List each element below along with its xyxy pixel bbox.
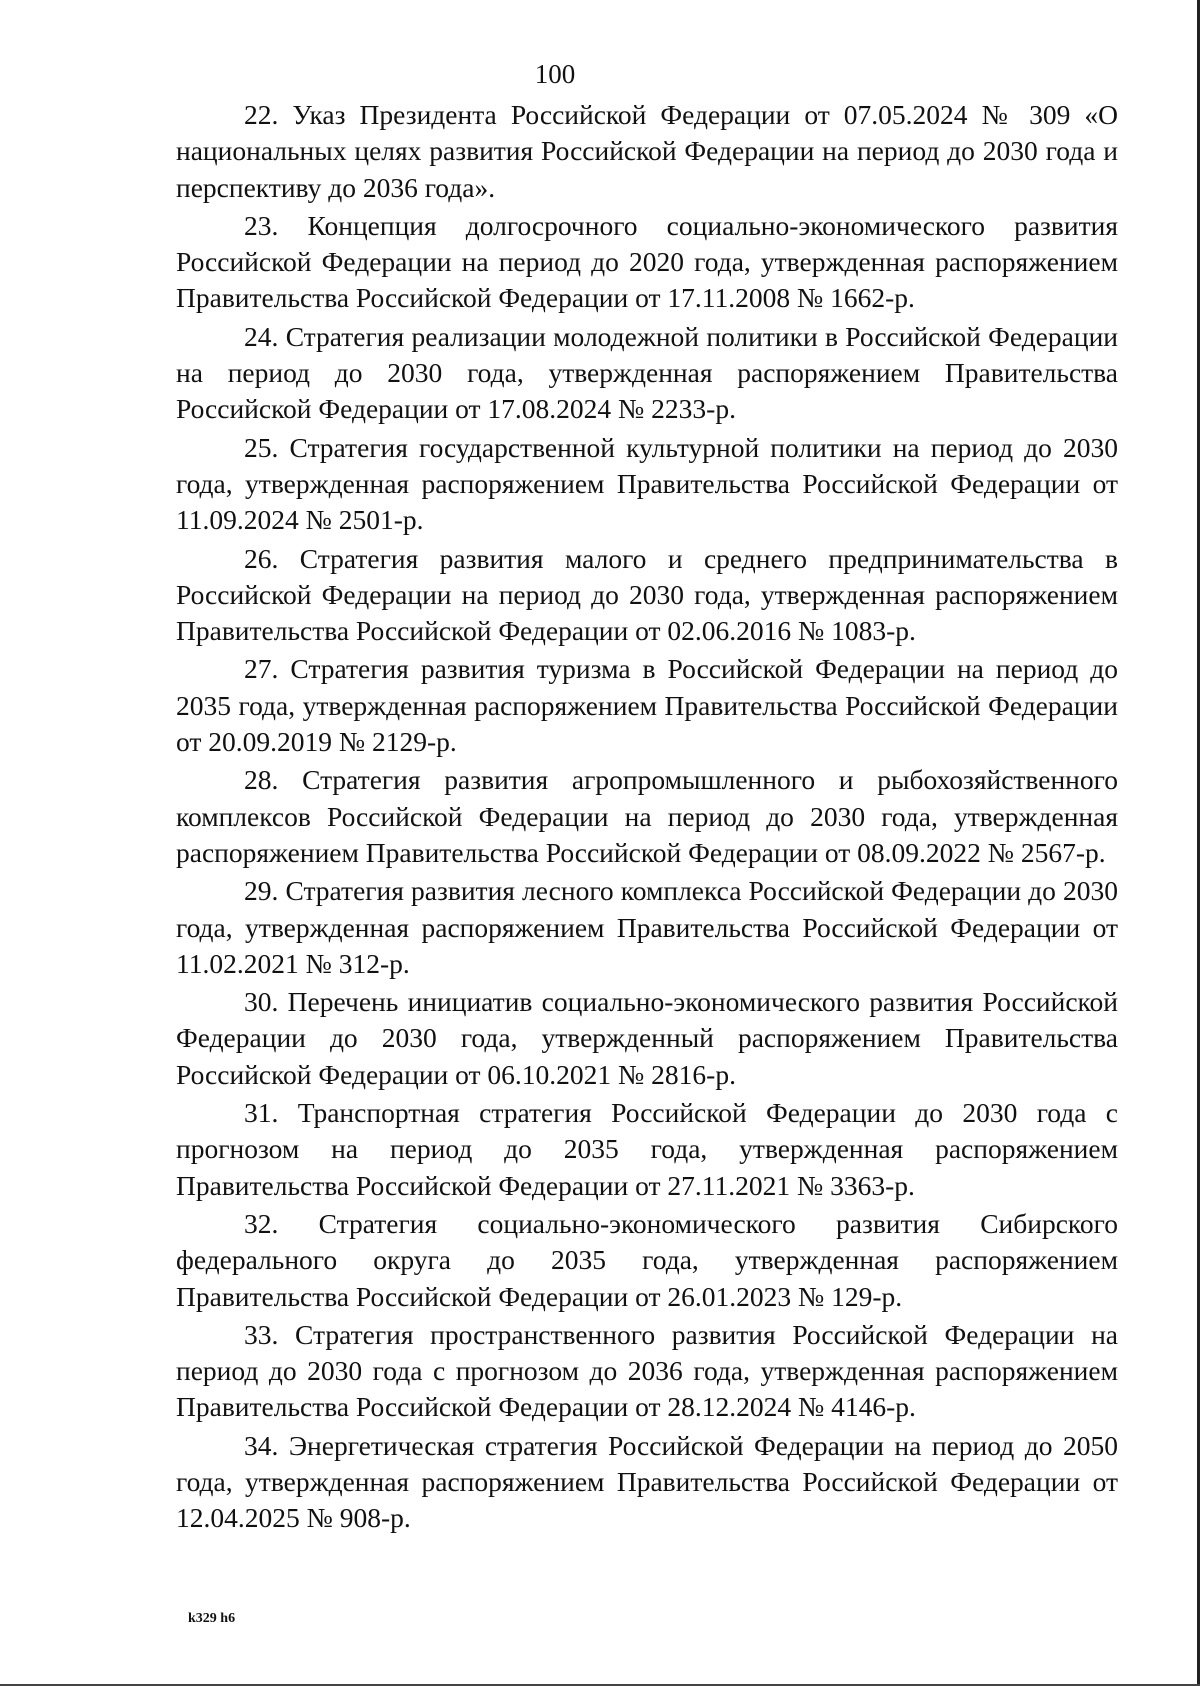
page-number: 100	[534, 59, 576, 89]
footer-code: k329 h6	[188, 1611, 236, 1626]
list-item: 25. Стратегия государственной культурной политики на период до 2030 года, утвержденная распоряжением Правительства Российской Федерации от 11.09.2024 № 2501-р.	[176, 431, 1118, 536]
references-list	[176, 96, 1118, 1537]
list-item: 33. Стратегия пространственного развития Российской Федерации на период до 2030 года с прогнозом до 2036 года, утвержденная распоряжением Правительства Российской Федерации от 28.12.2024 № 4146-р.	[176, 1318, 1118, 1423]
list-item: 32. Стратегия социально-экономического развития Сибирского федерального округа до 2035 года, утвержденная распоряжением Правительства Российской Федерации от 26.01.2023 № 129-р.	[176, 1207, 1118, 1312]
list-item: 22. Указ Президента Российской Федерации от 07.05.2024 № 309 «О национальных целях развития Российской Федерации на период до 2030 года и перспективу до 2036 года».	[176, 99, 1118, 203]
list-item: 29. Стратегия развития лесного комплекса Российской Федерации до 2030 года, утвержденная распоряжением Правительства Российской Федерации от 11.02.2021 № 312-р.	[176, 875, 1118, 979]
list-item: 31. Транспортная стратегия Российской Федерации до 2030 года с прогнозом на период до 2035 года, утвержденная распоряжением Правительства Российской Федерации от 27.11.2021 № 3363-р.	[176, 1097, 1118, 1201]
list-item: 23. Концепция долгосрочного социально-экономического развития Российской Федерации на период до 2020 года, утвержденная распоряжением Правительства Российской Федерации от 17.11.2008 № 1662-р.	[176, 209, 1118, 314]
list-item: 30. Перечень инициатив социально-экономического развития Российской Федерации до 2030 года, утвержденный распоряжением Правительства Российской Федерации от 06.10.2021 № 2816-р.	[176, 986, 1118, 1090]
list-item: 34. Энергетическая стратегия Российской Федерации на период до 2050 года, утвержденная распоряжением Правительства Российской Федерации от 12.04.2025 № 908-р.	[176, 1429, 1118, 1534]
list-item: 28. Стратегия развития агропромышленного и рыбохозяйственного комплексов Российской Федерации на период до 2030 года, утвержденная распоряжением Правительства Российской Федерации от 08.09.2022 № 2567-р.	[176, 764, 1118, 868]
list-item: 26. Стратегия развития малого и среднего предпринимательства в Российской Федерации на период до 2030 года, утвержденная распоряжением Правительства Российской Федерации от 02.06.2016 № 1083-р.	[176, 542, 1118, 647]
list-item: 24. Стратегия реализации молодежной политики в Российской Федерации на период до 2030 года, утвержденная распоряжением Правительства Российской Федерации от 17.08.2024 № 2233-р.	[176, 320, 1118, 425]
list-item: 27. Стратегия развития туризма в Российской Федерации на период до 2035 года, утвержденная распоряжением Правительства Российской Федерации от 20.09.2019 № 2129-р.	[176, 653, 1118, 758]
